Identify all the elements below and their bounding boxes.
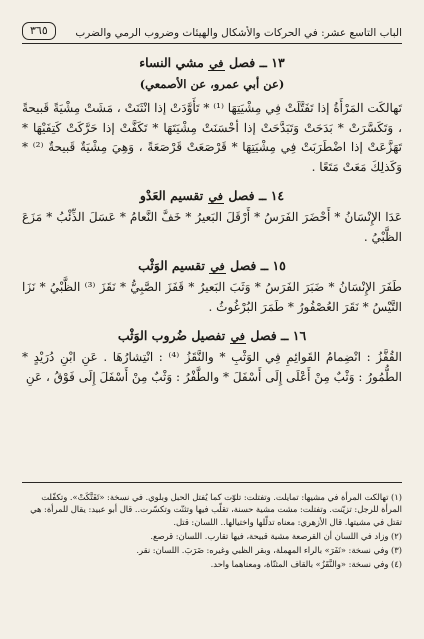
paragraph [22,208,402,247]
footnote: (٤) وفي نسخة: «والنَّقَزُ» بالقاف المثنّاة، ومعناهما واحد. [210,558,402,569]
footnotes [22,482,402,571]
section-fi: في [210,260,225,273]
section-fi: في [230,330,246,343]
section-heading [22,327,402,346]
section-number: ١٦ ــ [281,328,307,343]
running-title: الباب التاسع عشر: في الحركات والأشكال والهيئات وضروب الرمي والضرب [75,27,402,39]
text-line: نَزَا التَّيْسُ * نَقَرَ العُصْفُورُ * طَمَرَ البُرْغُوثُ . [22,280,402,314]
section-heading [22,187,402,206]
section-fi: في [208,190,223,203]
text-line: وَكَذلِكَ مَعَتْ مَتَعًا . [311,159,402,174]
section-title: مشي النساء [139,55,204,70]
page-number: ٣٦٥ [22,22,56,40]
text-line: طَفَرَ الإِنْسَانُ * ضَبَرَ الفَرَسُ * وَثَبَ البَعيرُ * قَفَزَ الصَّبِيُّ * نَقَزَ ⁽³⁾ الظَّبْيُ * [39,280,402,294]
section-subheading: (عن أبي عمرو، عن الأصمعي) [139,77,285,91]
text-line: تَهالكَت المَرْأَةُ إذا تَفَتَّلَتْ فِي مِشْيَتِهَا ⁽¹⁾ * تَأَوَّدَتْ إذا انْثَنَتْ ، مَشَتْ مِشْيَةً قَبيحةً ، [22,101,402,135]
paragraph [22,278,402,317]
running-header [22,22,402,44]
text-line: القُفَّزُ : انْضِمامُ القَوائِمِ فِي الوَثْبِ * والنَّقَزُ ⁽⁴⁾ : انْتِشارُهَا . عَنِ ابْنِ دُرَيْدٍ [33,350,402,364]
footnote: (١) تهالكت المرأة في مشيها: تمايلت. وتفتلت: تلوّت كما يُفتل الحبل وبلوي. في نسخة: «تَفَتَّكَتْ». وتكفّلت المرأة للرجل: تزيّنت. وتفتلت: مشت مشية حسنة، تقلّب فيها وتثنّت وتكسّرت.. قال أبو عبيد: يقال للمرأة: هي تقتل في مشيتها. قال الأزهري: معناه تدلّلها واختيالها.. اللسان: قتل. [30,492,402,527]
section-fi: في [209,57,224,70]
text-line: * الطُّمُورُ : وَثْبٌ مِنْ أَعْلَى إِلَى أَسْفَلَ * والطَّفْرُ : وَثْبٌ مِنْ أَسْفَلَ إِلَى فَوْقُ ، عَنِ [22,350,402,384]
section-heading [22,257,402,276]
section-title: تقسيم العَدْو [139,188,204,203]
section-title: تقسيم الوَثْب [138,258,205,273]
section-title: تفصيل ضُروب الوَثْب [117,328,226,343]
section-label: فصل [228,188,255,203]
section-heading [22,54,402,73]
footnote: (٢) وزاد في اللسان أن القرصعة مشية قبيحة، فيها تقارب. اللسان: قرصع. [150,530,402,541]
section-number: ١٣ ــ [259,55,285,70]
section-label: فصل [250,328,277,343]
text-line: * مَزَعَ الظَّبْيُ . [22,210,402,244]
section-label: فصل [230,258,257,273]
paragraph [22,99,402,177]
text-line: وَتَكَسَّرَتْ * بَدَحَتْ وَتَبَدَّحَتْ إذا أحْسَنَتْ مِشْيَتَهَا * تَكَفَّتْ إذا حَرَّكَتْ كَتِفَيْهَا * [22,120,394,135]
footnote: (٣) وفي نسخة: «نَفَرَ» بالراء المهملة، وبقر الظبي وغيره: ضَرَبَ. اللسان: نقر. [136,544,402,555]
section-label: فصل [228,55,256,70]
section-number: ١٤ ــ [259,188,285,203]
text-line: تَهَزَّعَتْ إذا اضْطَرَبَتْ فِي مِشْيَتِهَا * قَرْصَعَتْ قَرْصَعَةً ، وَهِيَ مِشْيَةٌ قَبيحةٌ ⁽²⁾ * [22,140,402,154]
section-number: ١٥ ــ [260,258,286,273]
paragraph [22,348,402,387]
text-line: عَدَا الإِنْسَانُ * أَحْضَرَ الفَرَسُ * أَرْقَلَ البَعيرُ * خَفَّ النَّعامُ * عَسَلَ الذِّئْبُ [56,210,402,224]
